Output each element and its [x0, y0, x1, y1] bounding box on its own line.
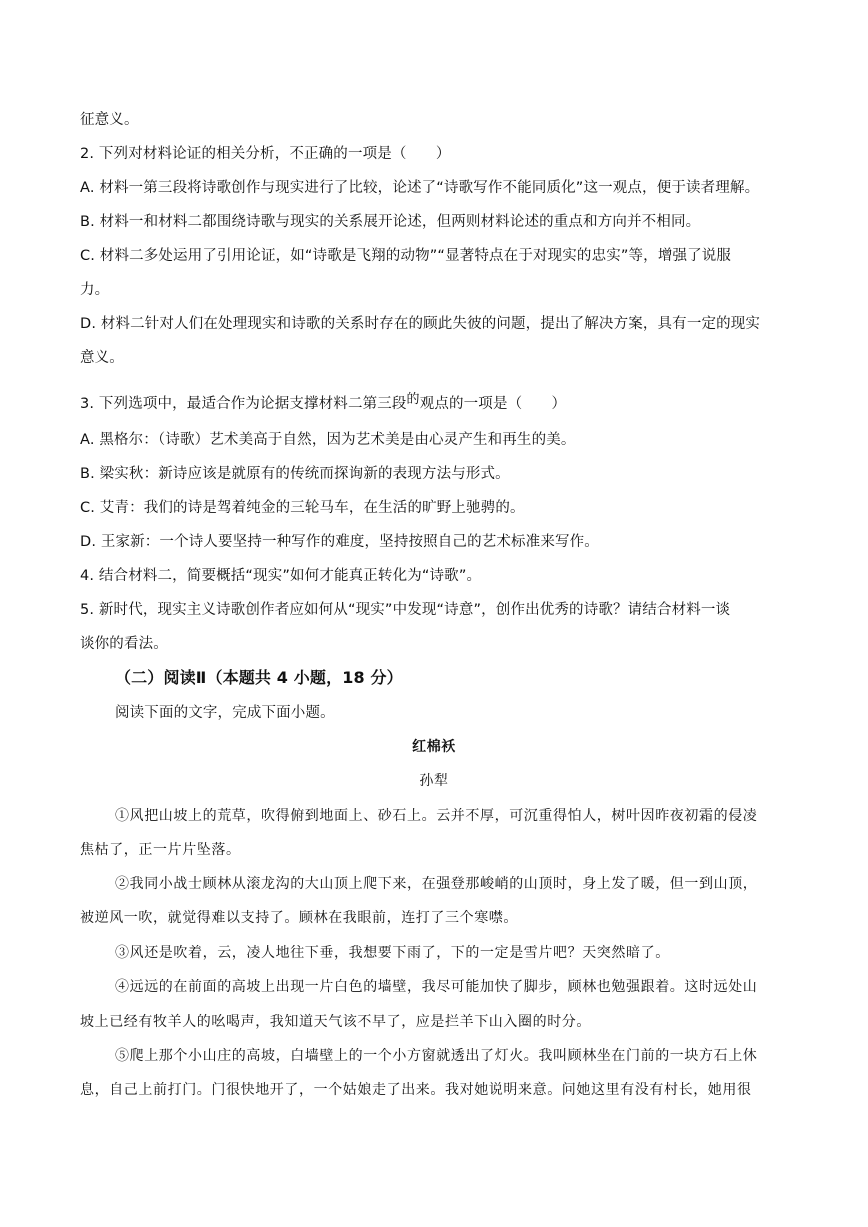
- option-2c-cont: 力。: [80, 282, 110, 298]
- story-title: 红棉袄: [412, 739, 456, 755]
- paragraph-2: ②我同小战士顾林从滚龙沟的大山顶上爬下来，在强登那峻峭的山顶时，身上发了暖，但一到山顶，: [115, 876, 758, 892]
- option-2d-cont: 意义。: [80, 350, 124, 366]
- paragraph-5-cont: 息，自己上前打门。门很快地开了，一个姑娘走了出来。我对她说明来意。问她这里有没有村长，她用很: [80, 1082, 752, 1098]
- paragraph-4: ④远远的在前面的高坡上出现一片白色的墙壁，我尽可能加快了脚步，顾林也勉强跟着。这时远处山: [115, 979, 758, 995]
- option-3a: A. 黑格尔：（诗歌）艺术美高于自然，因为艺术美是由心灵产生和再生的美。: [80, 432, 576, 448]
- question-4: 4. 结合材料二，简要概括“现实”如何才能真正转化为“诗歌”。: [80, 568, 482, 584]
- option-3b: B. 梁实秋：新诗应该是就原有的传统而探询新的表现方法与形式。: [80, 466, 510, 482]
- option-2c: C. 材料二多处运用了引用论证，如“诗歌是飞翔的动物”“显著特点在于对现实的忠实”等，增强了说服: [80, 248, 732, 264]
- option-2b: B. 材料一和材料二都围绕诗歌与现实的关系展开论述，但两则材料论述的重点和方向并不相同。: [80, 214, 701, 230]
- paragraph-1: ①风把山坡上的荒草，吹得俯到地面上、砂石上。云并不厚，可沉重得怕人，树叶因昨夜初霜的侵凌: [115, 808, 758, 824]
- paragraph-4-cont: 坡上已经有牧羊人的吆喝声，我知道天气该不早了，应是拦羊下山入圈的时分。: [80, 1014, 591, 1030]
- text-line: 征意义。: [80, 112, 139, 128]
- option-2a: A. 材料一第三段将诗歌创作与现实进行了比较，论述了“诗歌写作不能同质化”这一观点，便于读者理解。: [80, 180, 760, 196]
- question-3-text-a: 3. 下列选项中，最适合作为论据支撑材料二第三段: [80, 396, 407, 412]
- paragraph-5: ⑤爬上那个小山庄的高坡，白墙壁上的一个小方窗就透出了灯火。我叫顾林坐在门前的一块方石上休: [115, 1048, 758, 1064]
- question-5: 5. 新时代，现实主义诗歌创作者应如何从“现实”中发现“诗意”，创作出优秀的诗歌？请结合材料一谈: [80, 602, 731, 618]
- option-3c: C. 艾青：我们的诗是驾着纯金的三轮马车，在生活的旷野上驰骋的。: [80, 500, 525, 516]
- story-author: 孙犁: [419, 773, 449, 789]
- question-3: [80, 394, 566, 415]
- paragraph-3: ③风还是吹着，云，凌人地往下垂，我想要下雨了，下的一定是雪片吧？天突然暗了。: [115, 945, 670, 961]
- paragraph-2-cont: 被逆风一吹，就觉得难以支持了。顾林在我眼前，连打了三个寒噤。: [80, 910, 518, 926]
- option-3d: D. 王家新：一个诗人要坚持一种写作的难度，坚持按照自己的艺术标准来写作。: [80, 534, 599, 550]
- section-heading: （二）阅读Ⅱ（本题共 4 小题，18 分）: [115, 668, 403, 687]
- option-2d: D. 材料二针对人们在处理现实和诗歌的关系时存在的顾此失彼的问题，提出了解决方案，具有一定的现实: [80, 316, 761, 332]
- question-3-raised-char: 的: [406, 392, 420, 407]
- question-5-cont: 谈你的看法。: [80, 636, 168, 652]
- reading-instruction: 阅读下面的文字，完成下面小题。: [115, 705, 335, 721]
- question-3-text-b: 观点的一项是（ ）: [419, 396, 567, 412]
- paragraph-1-cont: 焦枯了，正一片片坠落。: [80, 842, 241, 858]
- question-2: 2. 下列对材料论证的相关分析，不正确的一项是（ ）: [80, 146, 451, 162]
